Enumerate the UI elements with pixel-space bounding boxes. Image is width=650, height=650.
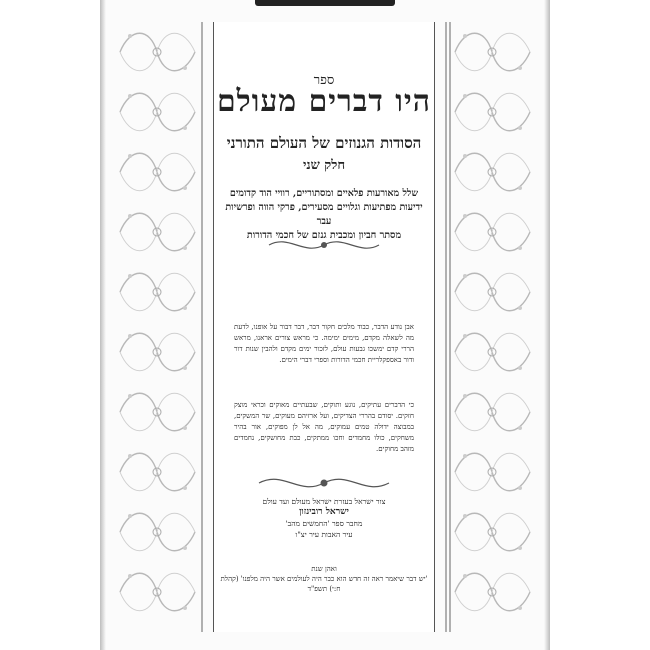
book-title: היו דברים מעולם xyxy=(216,84,432,119)
author-line: מחבר ספר 'החמשים מהב' xyxy=(285,519,363,528)
author-block xyxy=(214,496,434,540)
ornamental-border-left xyxy=(110,22,205,632)
intro-paragraph-2: כי הדברים עתיקים, נוגע ותוקים, שבעתיים מאוקים וכראי מוצק חזקים. יסודם בהררי הצדיקים, ועל ארזיהם מעוקים, שר המשקים, במבוצה ידולה טמים עמוקים, מה אל לן מפוקים, אור בהיר משחקים, כולו מחמדים וחכו ממתקים, כבת מחושקים, נחמדים מזהב מחוקים. xyxy=(234,401,414,453)
page-shadow-left xyxy=(100,0,106,650)
scroll-ornament-right xyxy=(445,22,540,632)
author-line: עיר האבות עיר יצ"ו xyxy=(295,530,353,539)
book-subtitle: הסודות הגנוזים של העולם התורני xyxy=(226,134,422,152)
book-spine-edge xyxy=(255,0,395,6)
description-line: ידיעות מפתיעות וגלויים מסעירים, פרקי הווה ופרשיות עבר xyxy=(225,202,423,227)
book-part: חלק שני xyxy=(302,158,346,173)
page-shadow-right xyxy=(544,0,550,650)
description-line: מסתר חביון ומכבית גנזם של חכמי הדורות xyxy=(246,230,402,241)
author-name: ישראל רובינזון xyxy=(299,507,349,517)
ornamental-border-right xyxy=(445,22,540,632)
year-verse: 'יש דבר שיאמר ראה זה חדש הוא כבר היה לעולמים אשר היה מלפנו' (קהלת ח:י) תשפ"ד xyxy=(220,575,428,593)
scroll-ornament-left xyxy=(110,22,205,632)
book-label: ספר xyxy=(313,73,335,88)
publication-year xyxy=(214,564,434,594)
divider-ornament-top xyxy=(264,234,384,256)
divider-ornament-bottom xyxy=(254,472,394,494)
author-line: צור ישראל בעזרת ישראל מעולם ועד עולם xyxy=(262,497,386,506)
year-label: ואהן שנת xyxy=(311,565,337,573)
intro-paragraph-1: אבן נודע הדבר, כבוד מלכים חקור דבר, דבר דבור על אופנו, לדעת מה לשאלה מקדם, מימים ימימה. כי מראש צורים אראנו, מראש הררי קדם ימשכו גבעות עולם, לזכור ימים מקדם ולהבין שנות דור ודור באספקלריית חכמי הדורות וספרי דברי הימים. xyxy=(234,323,414,364)
description-line: שלל מאורעות פלאיים ומסתוריים, רוויי הוד קדומים xyxy=(229,188,419,199)
title-text-panel xyxy=(213,22,435,632)
